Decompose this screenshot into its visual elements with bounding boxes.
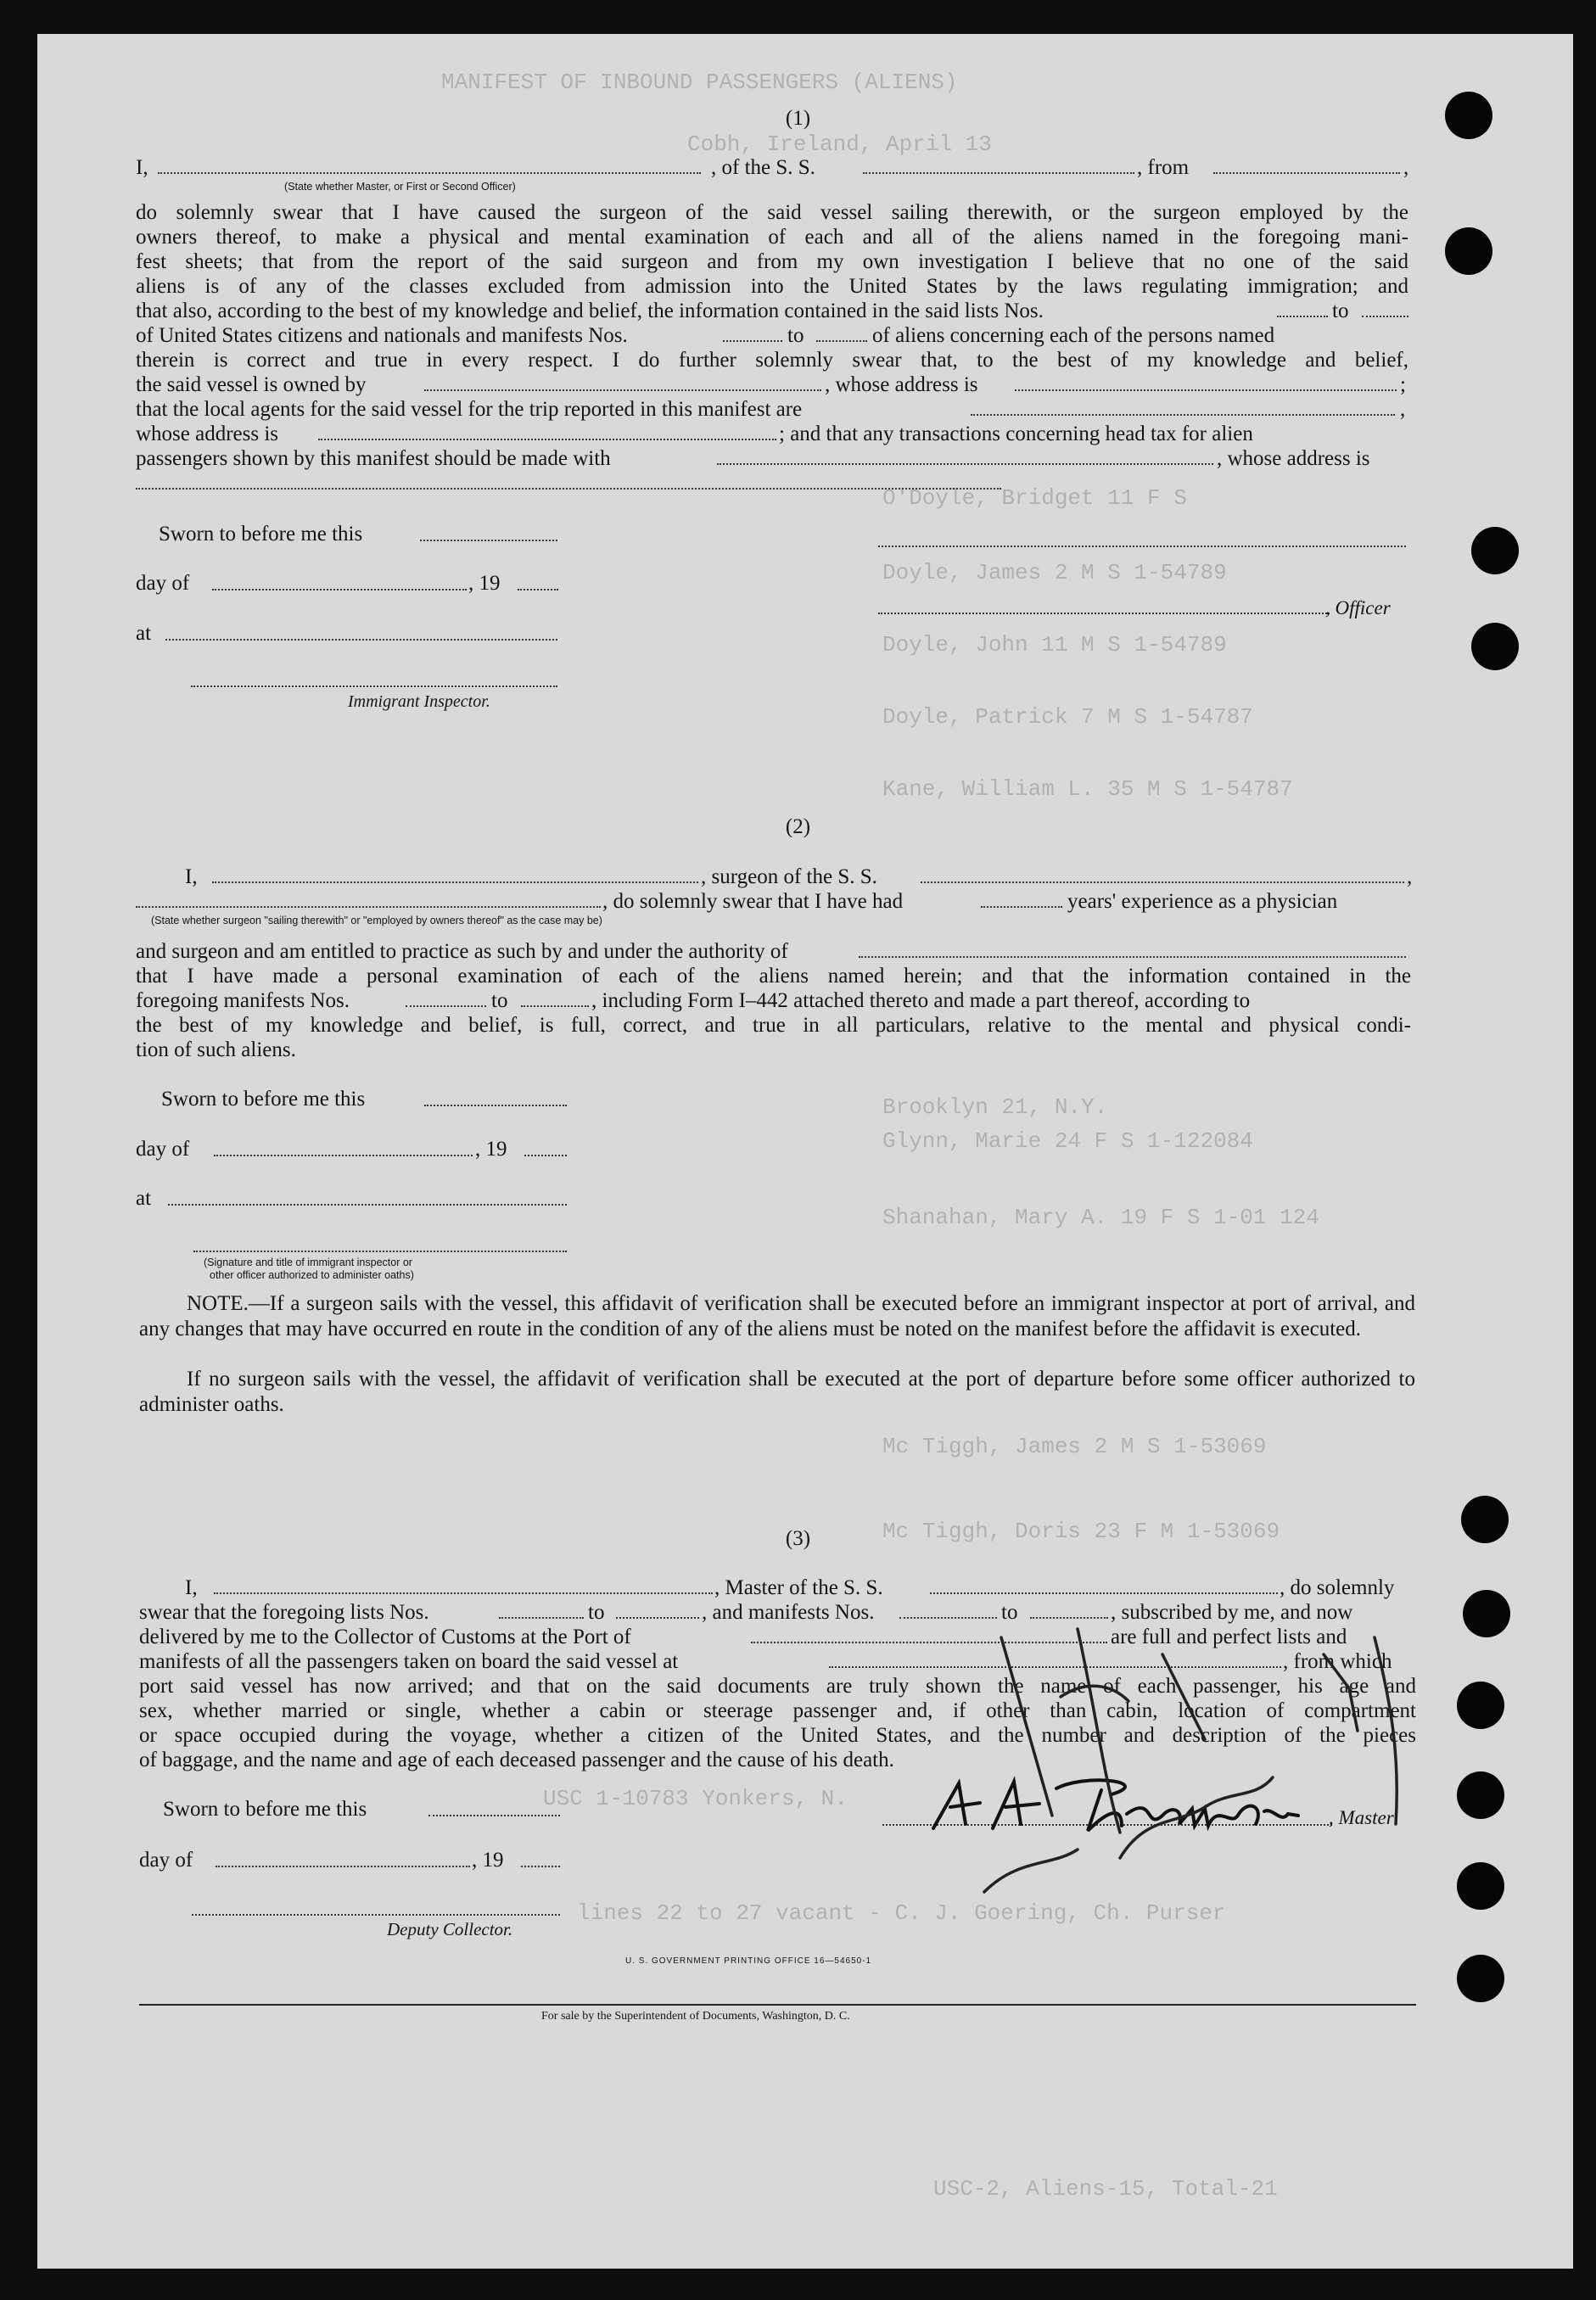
s2-line-2-tail: years' experience as a physician — [1067, 890, 1338, 913]
s3-line-4-tail: , from which — [1283, 1650, 1392, 1673]
s3-lists-to-field — [616, 1617, 699, 1619]
s1-agents-address-field — [318, 439, 776, 440]
s2-line-7: tion of such aliens. — [136, 1038, 296, 1061]
s2-sworn-label: Sworn to before me this — [161, 1088, 366, 1111]
section-2-heading: (2) — [785, 815, 811, 838]
s3-line-2-to: to — [588, 1601, 605, 1624]
handwritten-annotation — [950, 1603, 1425, 1909]
s2-day-of-label: day of — [136, 1138, 190, 1161]
s3-line-2-to-2: to — [1001, 1601, 1018, 1624]
s2-manifests-from-field — [406, 1005, 486, 1007]
s3-master-label: , Master — [1329, 1807, 1394, 1828]
s3-master-name-field — [214, 1592, 713, 1594]
s2-surgeon-status-field — [136, 906, 601, 908]
s1-day-field — [212, 589, 467, 590]
s1-line-7-tail: of aliens concerning each of the persons named — [872, 324, 1275, 347]
s1-officer-rank-field — [158, 172, 701, 174]
punch-hole — [1457, 1862, 1504, 1910]
s1-line-9: the said vessel is owned by — [136, 373, 367, 396]
s1-officer-rank-hint: (State whether Master, or First or Second Officer) — [284, 181, 516, 193]
s1-line-3: owners thereof, to make a physical and mental examination of each and all of the aliens named in the foregoing mani- — [136, 226, 1408, 249]
s1-officer-line-1 — [878, 546, 1406, 547]
s1-lists-from-field — [1277, 316, 1328, 317]
s3-lists-from-field — [499, 1617, 584, 1619]
footer-divider — [139, 2004, 1416, 2006]
s2-years-field — [981, 906, 1062, 908]
s2-line-1-vessel-label: , surgeon of the S. S. — [701, 865, 877, 888]
punch-hole — [1471, 623, 1519, 670]
s1-manifests-from-field — [723, 340, 782, 342]
s1-line-6: that also, according to the best of my knowledge and belief, the information contained in the said lists Nos. — [136, 299, 1044, 322]
s3-line-1-tail: , do solemnly — [1280, 1576, 1395, 1599]
s3-sworn-label: Sworn to before me this — [163, 1798, 367, 1821]
s1-line-7-to: to — [787, 324, 804, 347]
section-1-heading: (1) — [785, 107, 811, 130]
s3-day-field — [216, 1866, 470, 1867]
punch-hole — [1457, 1682, 1504, 1729]
s1-vessel-field — [863, 172, 1134, 174]
s1-line-8: therein is correct and true in every respect. I do further solemnly swear that, to the best of my knowledge and belief, — [136, 349, 1408, 372]
s1-officer-label: , Officer — [1325, 597, 1391, 618]
s1-line-7: of United States citizens and nationals and manifests Nos. — [136, 324, 628, 347]
s1-line-1-vessel-label: , of the S. S. — [711, 156, 815, 179]
s1-sworn-date-field — [420, 540, 557, 541]
s3-line-8: of baggage, and the name and age of each deceased passenger and the cause of his death. — [139, 1749, 894, 1771]
punch-hole — [1445, 227, 1492, 275]
s1-head-tax-field — [717, 463, 1213, 465]
s1-head-tax-address-field — [136, 488, 1001, 490]
s2-signature-hint-1: (Signature and title of immigrant inspector or — [204, 1256, 412, 1268]
s3-line-5: port said vessel has now arrived; and that on the said documents are truly shown the name of each passenger, his age and — [139, 1675, 1416, 1698]
s2-line-5: foregoing manifests Nos. — [136, 989, 350, 1012]
s2-day-field — [214, 1155, 473, 1156]
s1-line-9-address: , whose address is — [825, 373, 978, 396]
s2-line-2: , do solemnly swear that I have had — [602, 890, 904, 913]
s1-owner-field — [424, 389, 821, 391]
s1-line-1-i: I, — [136, 156, 148, 179]
s1-at-field — [165, 639, 557, 641]
s3-day-of-label: day of — [139, 1849, 193, 1872]
s2-signature-hint-2: other officer authorized to administer oaths) — [210, 1269, 414, 1281]
s2-note-1: NOTE.—If a surgeon sails with the vessel, this affidavit of verification shall be executed before an immigrant inspector at port of arrival, and any changes that may have occurred en route in the condition of any of the aliens must be noted on the manifest before the affidavit is executed. — [139, 1292, 1415, 1340]
s3-vessel-field — [930, 1592, 1278, 1594]
s1-agents-field — [971, 414, 1395, 416]
s3-line-7: or space occupied during the voyage, whether a citizen of the United States, and the number and description of the pieces — [139, 1724, 1416, 1747]
s3-line-2-tail: , subscribed by me, and now — [1111, 1601, 1353, 1624]
s1-sworn-label: Sworn to before me this — [159, 523, 363, 546]
s2-line-5-to: to — [491, 989, 508, 1012]
s3-line-2-manifests: , and manifests Nos. — [702, 1601, 875, 1624]
s1-year-field — [518, 589, 558, 590]
s2-line-3: and surgeon and am entitled to practice as such by and under the authority of — [136, 940, 788, 963]
s2-at-field — [168, 1204, 567, 1206]
s3-deputy-signature-line — [192, 1914, 560, 1916]
s2-year-label: , 19 — [475, 1138, 507, 1161]
punch-hole — [1457, 1955, 1504, 2002]
s1-manifests-to-field — [816, 340, 867, 342]
s1-inspector-label: Immigrant Inspector. — [348, 692, 490, 711]
s1-year-label: , 19 — [468, 572, 501, 595]
s2-vessel-field — [921, 881, 1404, 883]
s1-line-4: fest sheets; that from the report of the said surgeon and from my own investigation I believe that no one of the said — [136, 250, 1408, 273]
s2-line-5-tail: , including Form I–442 attached thereto and made a part thereof, according to — [591, 989, 1251, 1012]
s2-at-label: at — [136, 1187, 152, 1210]
punch-hole — [1457, 1771, 1504, 1819]
s1-lists-to-field — [1362, 316, 1408, 317]
s1-at-label: at — [136, 622, 152, 645]
s3-line-1: I, — [185, 1576, 198, 1599]
s3-deputy-label: Deputy Collector. — [387, 1919, 513, 1939]
punch-hole — [1463, 1590, 1510, 1637]
s2-line-4: that I have made a personal examination of each of the aliens named herein; and that the information contained in the — [136, 965, 1411, 988]
s1-from-field — [1213, 172, 1400, 174]
s2-authority-field — [859, 956, 1406, 958]
s2-note-2: If no surgeon sails with the vessel, the affidavit of verification shall be executed at the port of departure before some officer authorized to administer oaths. — [139, 1368, 1415, 1416]
s1-line-12-tail: , whose address is — [1217, 447, 1370, 470]
s1-day-of-label: day of — [136, 572, 190, 595]
s1-line-11: whose address is — [136, 423, 279, 445]
gpo-imprint: U. S. GOVERNMENT PRINTING OFFICE 16—54650-1 — [625, 1956, 872, 1966]
s1-line-10: that the local agents for the said vessel for the trip reported in this manifest are — [136, 398, 803, 421]
punch-hole — [1471, 527, 1519, 574]
s3-line-3-tail: are full and perfect lists and — [1111, 1626, 1347, 1648]
s1-owner-address-field — [1015, 389, 1397, 391]
s1-line-11-tail: ; and that any transactions concerning head tax for alien — [779, 423, 1253, 445]
section-3-heading: (3) — [785, 1527, 811, 1550]
s1-line-1-from-label: , from — [1137, 156, 1190, 179]
s2-surgeon-status-hint: (State whether surgeon "sailing therewith" or "employed by owners thereof" as the case may be) — [151, 915, 602, 926]
s2-line-6: the best of my knowledge and belief, is full, correct, and true in all particulars, relative to the mental and physical condi- — [136, 1014, 1411, 1037]
s1-officer-line-2 — [878, 613, 1330, 614]
s3-line-1-vessel-label: , Master of the S. S. — [714, 1576, 883, 1599]
s1-inspector-signature-line — [191, 686, 557, 687]
s3-line-6: sex, whether married or single, whether a cabin or steerage passenger and, if other than cabin, location of compartment — [139, 1699, 1416, 1722]
s1-line-5: aliens is of any of the classes excluded from admission into the United States by the laws regulating immigration; and — [136, 275, 1408, 298]
s3-line-4: manifests of all the passengers taken on board the said vessel at — [139, 1650, 679, 1673]
s2-year-field — [524, 1155, 567, 1156]
s2-sworn-date-field — [424, 1105, 567, 1106]
s3-line-3: delivered by me to the Collector of Customs at the Port of — [139, 1626, 631, 1648]
footer-sale-note: For sale by the Superintendent of Documents, Washington, D. C. — [541, 2010, 850, 2023]
s1-line-12: passengers shown by this manifest should be made with — [136, 447, 611, 470]
s3-year-field — [521, 1866, 560, 1867]
s1-line-6-to: to — [1332, 299, 1349, 322]
s2-manifests-to-field — [521, 1005, 589, 1007]
s2-surgeon-name-field — [212, 881, 698, 883]
s1-line-2: do solemnly swear that I have caused the surgeon of the said vessel sailing therewith, or the surgeon employed by the — [136, 201, 1408, 224]
s2-signature-line — [193, 1251, 567, 1252]
s3-sworn-date-field — [428, 1815, 560, 1816]
s2-line-1: I, — [185, 865, 198, 888]
s3-line-2: swear that the foregoing lists Nos. — [139, 1601, 429, 1624]
s3-year-label: , 19 — [472, 1849, 504, 1872]
